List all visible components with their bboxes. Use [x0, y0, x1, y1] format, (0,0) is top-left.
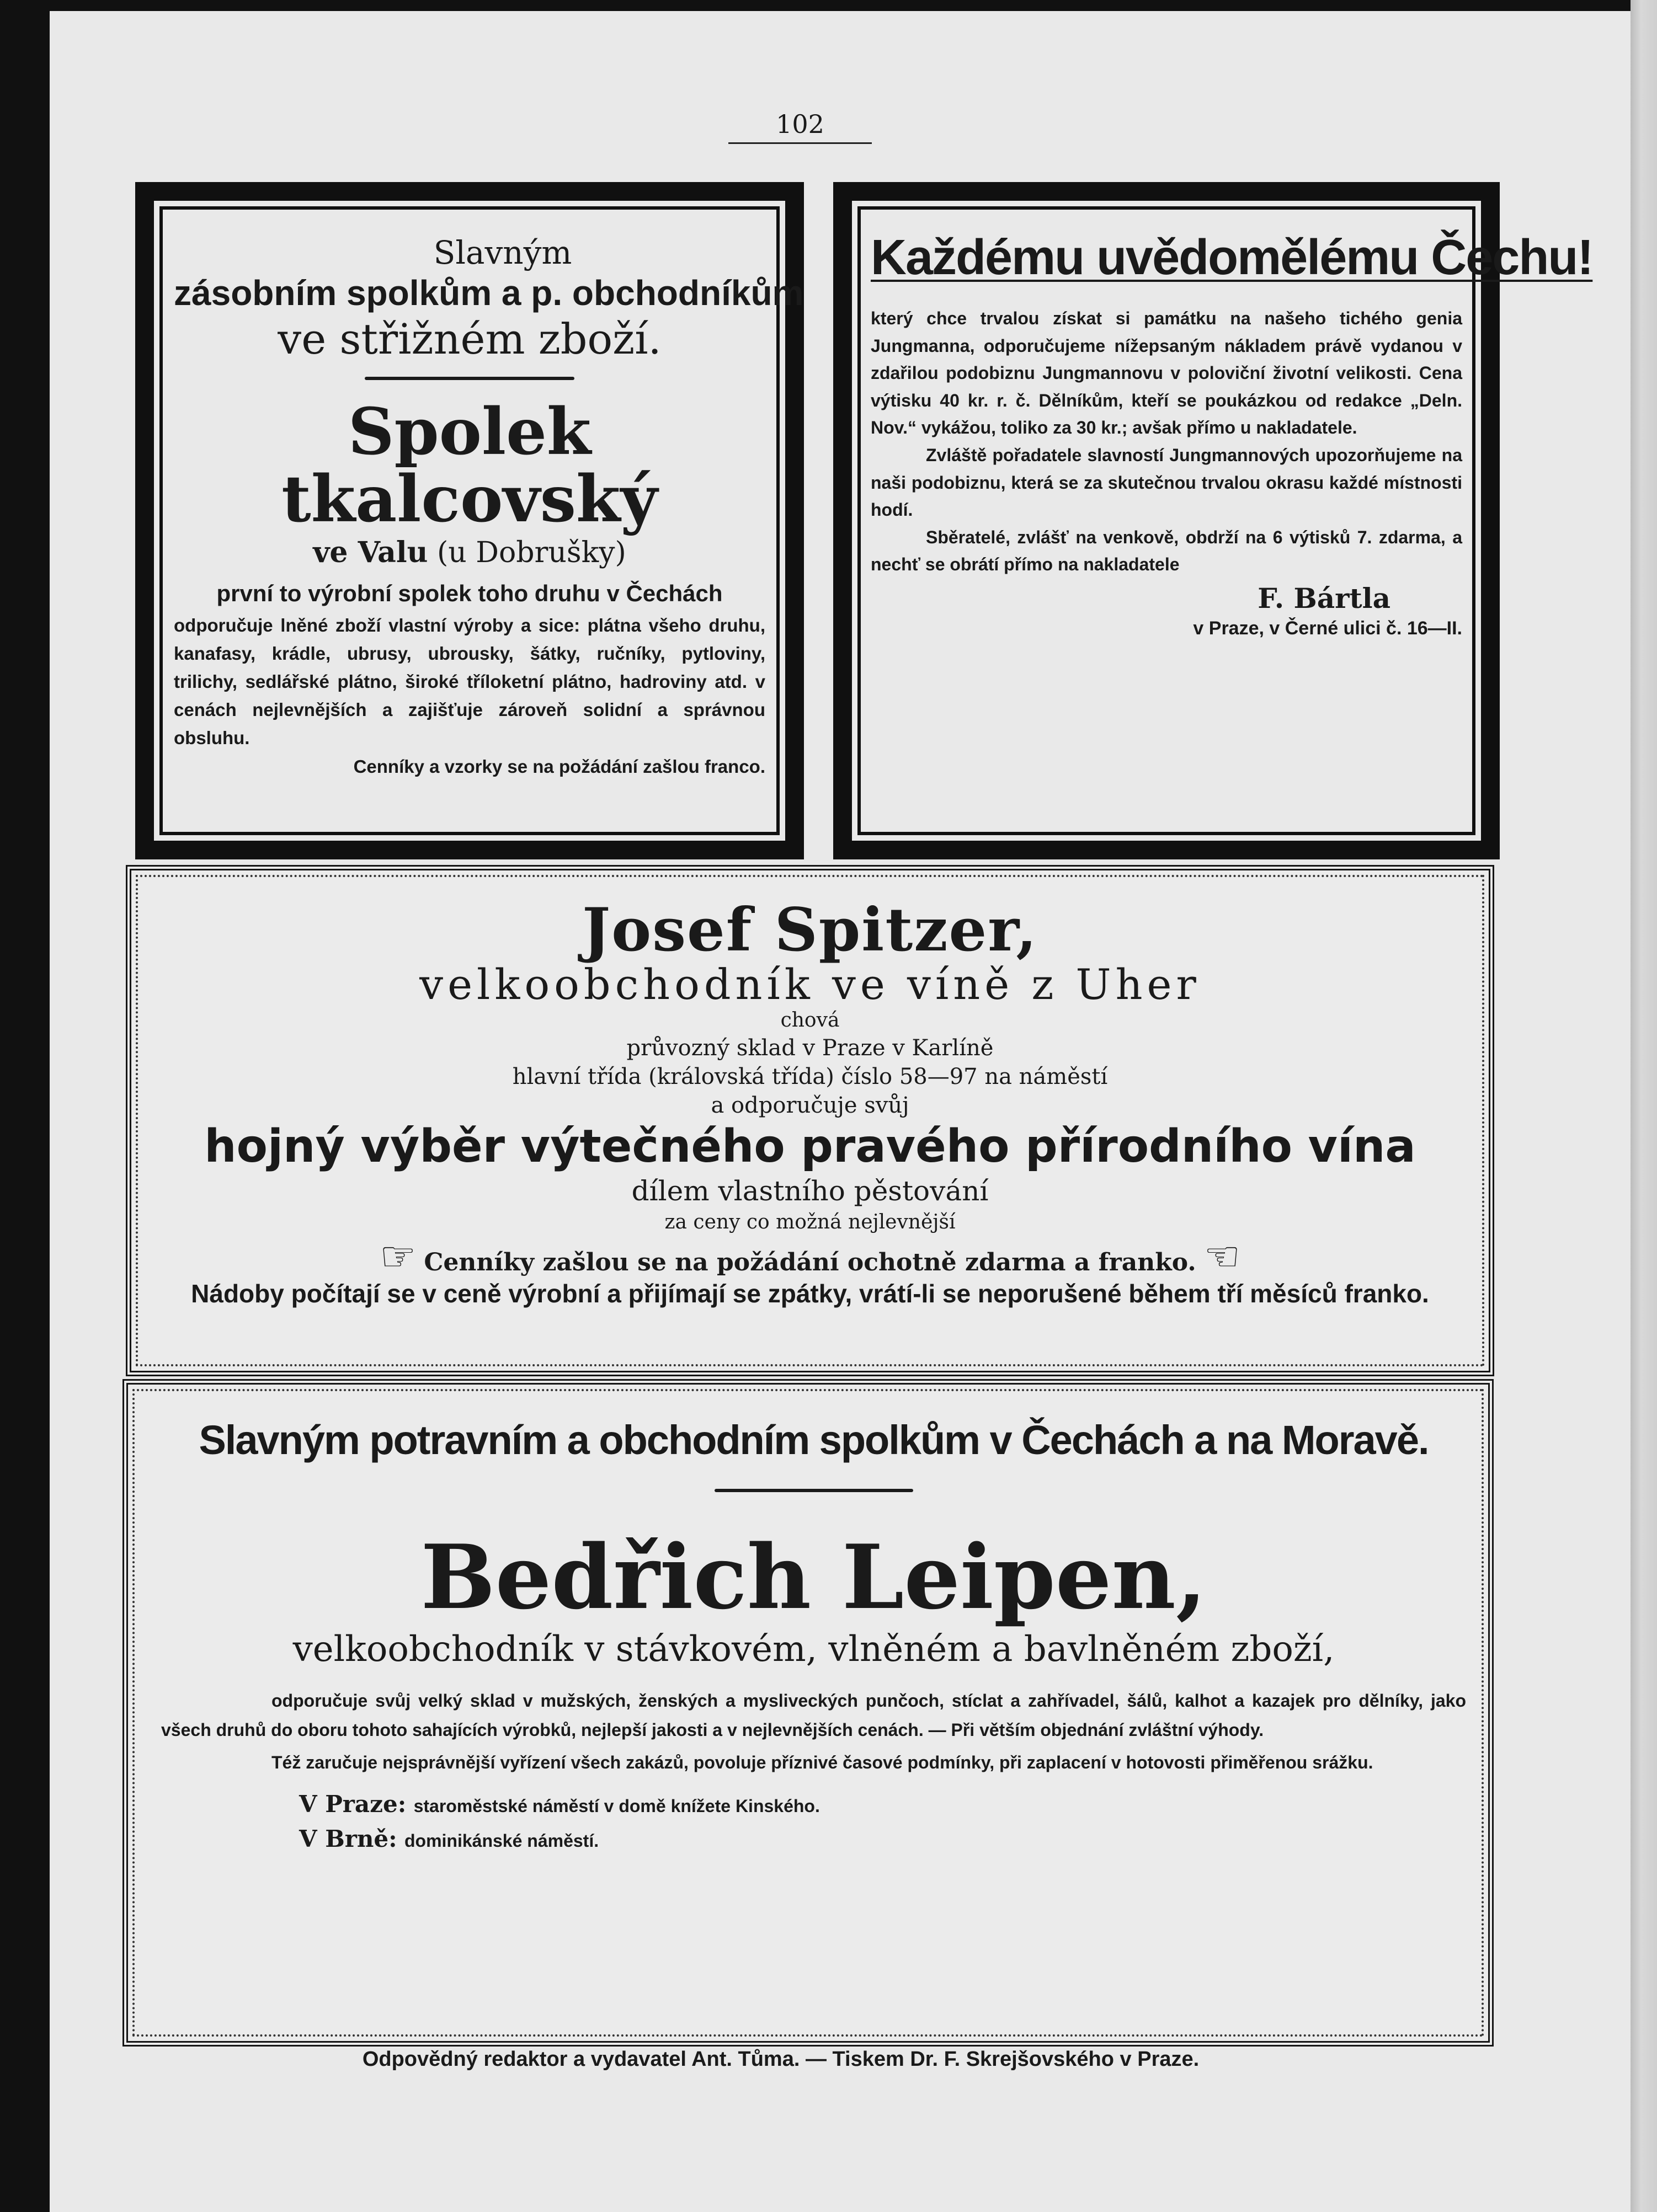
branch-praha-address: staroměstské náměstí v domě knížete Kinského.: [413, 1796, 820, 1816]
pricelist-line: [153, 1233, 1467, 1281]
greeting-line-3: ve střižném zboží.: [278, 314, 662, 364]
pointing-hand-left-icon: ☜: [1203, 1233, 1240, 1281]
ad-title: Josef Spitzer,: [582, 895, 1038, 965]
ad-leipen-hosiery: [122, 1379, 1494, 2047]
location-town: ve Valu: [313, 535, 428, 569]
branch-praha: [299, 1787, 1466, 1821]
ad-headline: hojný výběr výtečného pravého přírodního vína: [204, 1120, 1416, 1173]
ad-intro: první to výrobní spolek toho druhu v Čechách: [216, 580, 723, 606]
line-5: dílem vlastního pěstování: [631, 1175, 989, 1207]
location-line: [174, 536, 765, 569]
ad-body: odporučuje lněné zboží vlastní výroby a sice: plátna všeho druhu, kanafasy, krádle, ubrusy, ubrousky, šátky, ručníky, pytloviny, trilichy, sedlářské plátno, široké tříloketní plátno, hadroviny atd. v cenách nejlevnějších a zajišťuje zároveň solidní a správnou obsluhu.: [174, 615, 765, 749]
ornament-rule: [365, 377, 574, 380]
line-2: průvozný sklad v Praze v Karlíně: [626, 1035, 994, 1061]
ad-paragraph-3: Sběratelé, zvlášť na venkově, obdrží na 6 výtisků 7. zdarma, a nechť se obrátí přímo na nakladatele: [871, 527, 1462, 575]
line-1: chová: [780, 1008, 840, 1032]
ad-headline: Každému uvědomělému Čechu!: [871, 230, 1593, 285]
page-number: 102: [728, 109, 872, 144]
branch-brno-address: dominikánské náměstí.: [404, 1831, 599, 1851]
line-3: hlavní třída (královská třída) číslo 58—97 na náměstí: [512, 1064, 1108, 1089]
ad-title: Spolek tkalcovský: [281, 394, 658, 537]
branch-brno: [299, 1821, 1466, 1856]
ad-trade: velkoobchodník ve víně z Uher: [419, 960, 1201, 1009]
ad-title: Bedřich Leipen,: [420, 1525, 1207, 1629]
ad-paragraph-2: Zvláště pořadatele slavností Jungmannových upozorňujeme na naši podobiznu, která se za skutečnou trvalou okrasu každé místnosti hodí.: [871, 445, 1462, 520]
ad-paragraph-2: Též zaručuje nejsprávnější vyřízení všech zakázů, povoluje příznivé časové podmínky, při zaplacení v hotovosti přiměřenou srážku.: [271, 1752, 1373, 1772]
ornament-rule: [715, 1489, 913, 1492]
location-paren: (u Dobrušky): [436, 536, 626, 569]
line-7: Cenníky zašlou se na požádání ochotně zdarma a franko.: [424, 1248, 1196, 1277]
greeting-line-1: Slavným: [433, 234, 572, 271]
branch-brno-label: V Brně:: [299, 1825, 397, 1853]
ad-greeting: Slavným potravním a obchodním spolkům v Čechách a na Moravě.: [199, 1417, 1429, 1463]
ad-jungmann-portrait: [833, 182, 1593, 859]
page-edge: [1631, 0, 1657, 2212]
ad-textile-cooperative: [135, 182, 804, 859]
ad-signature: F. Bártla: [1258, 581, 1390, 615]
line-4: a odporučuje svůj: [711, 1092, 909, 1118]
ad-paragraph-1: odporučuje svůj velký sklad v mužských, ženských a mysliveckých punčoch, stíclat a zahřívadel, šálů, kalhot a kazajek pro dělníky, jako všech druhů do oboru tohoto sahajících výrobků, nejlepší jakosti a v nejlevnějších cenách. — Při větším objednání zvláštní výhody.: [161, 1691, 1466, 1740]
pointing-hand-right-icon: ☞: [380, 1233, 417, 1281]
ad-trade: velkoobchodník v stávkovém, vlněném a bavlněném zboží,: [292, 1629, 1335, 1670]
ad-address: v Praze, v Černé ulici č. 16—II.: [1193, 617, 1462, 639]
ad-footer: Cenníky a vzorky se na požádání zašlou franco.: [353, 756, 765, 777]
line-8: Nádoby počítají se v ceně výrobní a přijímají se zpátky, vrátí-li se neporušené během tří měsíců franko.: [191, 1279, 1429, 1308]
ad-paragraph-1: který chce trvalou získat si památku na našeho tichého genia Jungmanna, odporučujeme nížepsaným nákladem právě vydanou v zdařilou podobiznu Jungmannovu v poloviční životní velikosti. Cena výtisku 40 kr. r. č. Dělníkům, kteří se poukázkou od redakce „Deln. Nov.“ vykážou, toliko za 30 kr.; avšak přímo u nakladatele.: [871, 308, 1462, 438]
line-6: za ceny co možná nejlevnější: [664, 1210, 956, 1233]
branch-praha-label: V Praze:: [299, 1791, 407, 1818]
imprint-footer: Odpovědný redaktor a vydavatel Ant. Tůma. — Tiskem Dr. F. Skrejšovského v Praze.: [362, 2048, 1200, 2071]
ad-spitzer-wine: [126, 865, 1494, 1376]
greeting-line-2: zásobním spolkům a p. obchodníkům: [174, 273, 804, 313]
